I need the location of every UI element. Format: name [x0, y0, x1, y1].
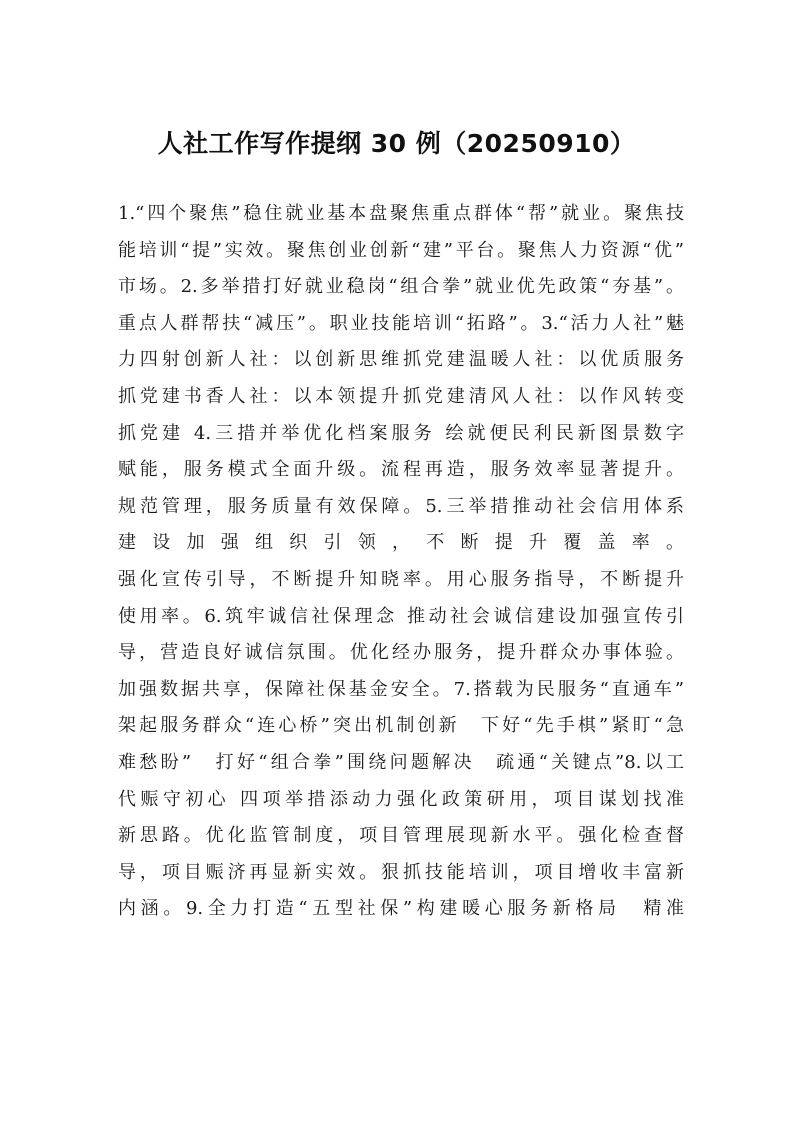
body-line: 导，营造良好诚信氛围。优化经办服务，提升群众办事体验。 — [118, 642, 684, 664]
body-line: 重点人群帮扶“减压”。职业技能培训“拓路”。3.“活力人社”魅 — [118, 312, 684, 334]
body-line: 市场。2.多举措打好就业稳岗“组合拳”就业优先政策“夯基”。 — [118, 276, 684, 298]
body-line: 架起服务群众“连心桥”突出机制创新 下好“先手棋”紧盯“急 — [118, 715, 684, 737]
body-line: 建 设 加 强 组 织 引 领 ， 不 断 提 升 覆 盖 率 。 — [118, 532, 684, 554]
body-line: 使用率。6.筑牢诚信社保理念 推动社会诚信建设加强宣传引 — [118, 605, 684, 627]
body-line: 1.“四个聚焦”稳住就业基本盘聚焦重点群体“帮”就业。聚焦技 — [118, 203, 684, 224]
document-title: 人社工作写作提纲 30 例（20250910） — [157, 129, 636, 158]
body-line: 能培训“提”实效。聚焦创业创新“建”平台。聚焦人力资源“优” — [118, 239, 684, 261]
body-line: 代赈守初心 四项举措添动力强化政策研用，项目谋划找准 — [118, 788, 684, 810]
document-body — [118, 196, 684, 928]
body-line: 力四射创新人社：以创新思维抓党建温暖人社：以优质服务 — [118, 349, 684, 371]
body-line: 规范管理，服务质量有效保障。5.三举措推动社会信用体系 — [118, 495, 684, 517]
body-line: 新思路。优化监管制度，项目管理展现新水平。强化检查督 — [118, 825, 684, 847]
body-line: 加强数据共享，保障社保基金安全。7.搭载为民服务“直通车” — [118, 678, 684, 700]
body-line: 内涵。9.全力打造“五型社保”构建暖心服务新格局 精准 — [118, 898, 684, 920]
body-line: 强化宣传引导，不断提升知晓率。用心服务指导，不断提升 — [118, 568, 684, 590]
body-line: 抓党建 4.三措并举优化档案服务 绘就便民利民新图景数字 — [118, 422, 684, 444]
body-line: 难愁盼” 打好“组合拳”围绕问题解决 疏通“关键点”8.以工 — [118, 751, 684, 773]
body-line: 导，项目赈济再显新实效。狠抓技能培训，项目增收丰富新 — [118, 861, 684, 883]
body-line: 抓党建书香人社：以本领提升抓党建清风人社：以作风转变 — [118, 385, 684, 407]
body-line: 赋能，服务模式全面升级。流程再造，服务效率显著提升。 — [118, 459, 684, 481]
